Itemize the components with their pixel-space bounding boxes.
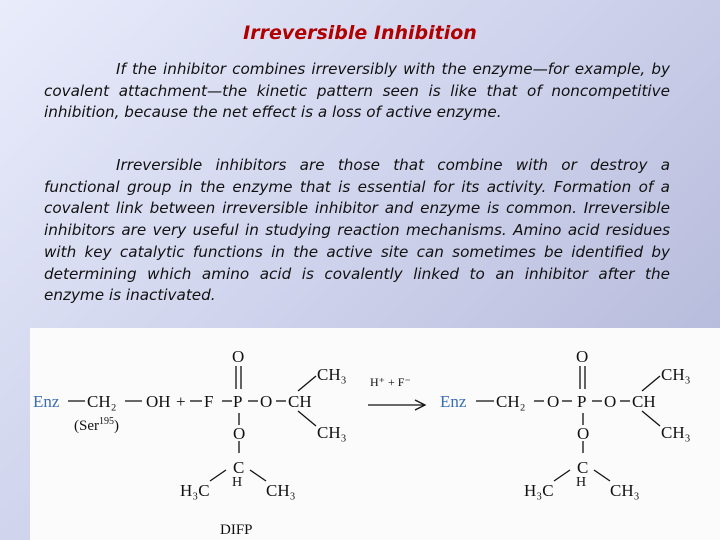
oxygen-top-left: O [232,347,245,366]
enz-label-right: Enz [440,392,467,411]
h3c-right: H₃C [524,481,554,500]
ch-left: CH [288,392,312,411]
carbon-right: C [577,458,589,477]
paragraph-1-text: If the inhibitor combines irreversibly with the enzyme—for example, by covalent attachment—the kinetic pattern seen is like that of noncompetitive inhibition, because the net effect is a loss of active enzyme. [44,60,670,122]
oxygen-low-left: O [233,424,246,443]
ser-open: (Ser [74,418,99,434]
diffp-label: DIFP [220,522,253,538]
phosphorus-left: P [233,392,243,411]
paragraph-1 [44,59,670,124]
paragraph-2-text: Irreversible inhibitors are those that combine with or destroy a functional group in the enzyme that is essential for its activity. Formation of a covalent link between irreversible inhibitor and enzyme is common. Irreversible inhibitors are very useful in studying reaction mechanisms. Amino acid residues with key catalytic functions in the active site can sometimes be identified by determining which amino acid is covalently linked to an inhibitor after the enzyme is inactivated. [44,156,670,305]
ch3-bottom-left: CH₃ [317,423,347,442]
carbon-left: C [233,458,245,477]
ch3-top-right: CH₃ [661,365,691,384]
hydrogen-right: H [576,475,587,490]
oxygen-low-right: O [577,424,590,443]
fluorine-left: F [204,392,214,411]
ch2-right: CH₂ [496,392,526,411]
ch2-left: CH₂ [87,392,117,411]
plus-sign: + [176,392,186,411]
oh-left: OH [146,392,171,411]
oxygen-mid-2-right: O [604,392,617,411]
ser-close: ) [114,418,119,434]
ch3-bottom-right: CH₃ [661,423,691,442]
ch3-top-left: CH₃ [317,365,347,384]
byproducts-label: H⁺ + F⁻ [370,375,411,389]
slide-title: Irreversible Inhibition [243,22,477,44]
oxygen-mid-1-right: O [547,392,560,411]
reaction-figure [30,328,720,540]
hydrogen-left: H [232,475,243,490]
ch-right: CH [632,392,656,411]
oxygen-top-right: O [576,347,589,366]
h3c-left: H₃C [180,481,210,500]
phosphorus-right: P [577,392,587,411]
ch3-lower-right-right: CH₃ [610,481,640,500]
enz-label-left: Enz [33,392,60,411]
oxygen-mid-left: O [260,392,273,411]
ser-number: 195 [99,416,114,427]
ch3-lower-right-left: CH₃ [266,481,296,500]
reaction-diagram [30,328,720,540]
ser-label [74,416,119,434]
paragraph-2 [44,155,670,307]
